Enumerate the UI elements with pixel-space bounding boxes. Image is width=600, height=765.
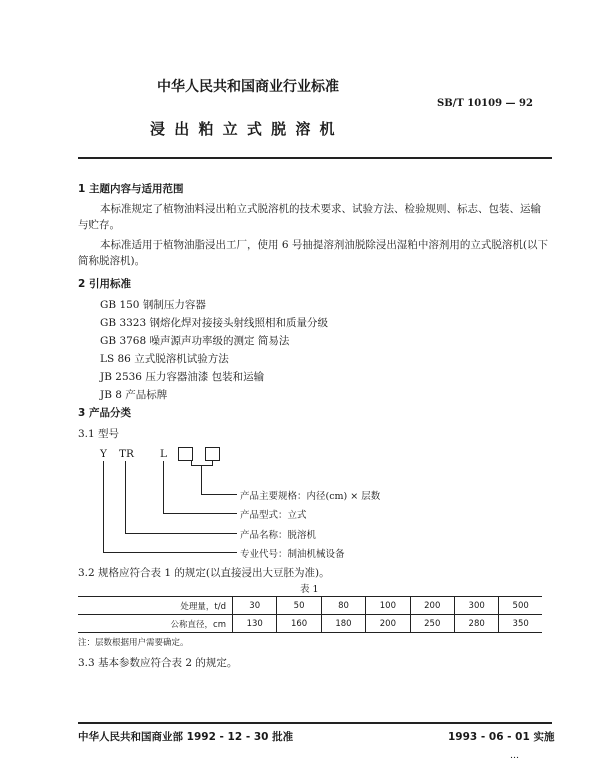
- diagram-line: [103, 461, 104, 553]
- diagram-line: [191, 465, 213, 466]
- diagram-line: [201, 494, 237, 495]
- diagram-line: [125, 533, 237, 534]
- table-note: 注：层数根据用户需要确定。: [78, 638, 189, 648]
- model-code-tr: TR: [119, 448, 134, 460]
- section-3-2-text: 3.2 规格应符合表 1 的规定(以直接浸出大豆胚为准)。: [78, 567, 330, 579]
- diagram-line: [163, 461, 164, 514]
- table-cell: 200: [366, 615, 410, 633]
- table-cell: 100: [366, 597, 410, 615]
- section-3-3-text: 3.3 基本参数应符合表 2 的规定。: [78, 657, 238, 669]
- table-row-label: 公称直径，cm: [78, 615, 233, 633]
- implementation-date: 1993 - 06 - 01 实施: [448, 731, 555, 743]
- header-rule: [78, 157, 552, 159]
- reference-item: JB 8 产品标牌: [100, 389, 168, 401]
- model-spec-box: [178, 447, 193, 461]
- table-cell: 500: [499, 597, 542, 615]
- approval-text: 中华人民共和国商业部 1992 - 12 - 30 批准: [78, 731, 294, 743]
- diagram-line: [103, 552, 237, 553]
- table-cell: 280: [454, 615, 498, 633]
- section-1-paragraph-1: 本标准规定了植物油料浸出粕立式脱溶机的技术要求、试验方法、检验规则、标志、包装、运输与贮存。: [78, 203, 541, 231]
- table-cell: 350: [499, 615, 542, 633]
- section-1-paragraph-2: 本标准适用于植物油脂浸出工厂，使用 6 号抽提溶剂油脱除浸出湿粕中溶剂用的立式脱溶机(以下简称脱溶机)。: [78, 239, 548, 267]
- model-label-name: 产品名称：脱溶机: [240, 530, 317, 541]
- table-row: [78, 615, 542, 633]
- diagram-line: [125, 461, 126, 534]
- reference-item: LS 86 立式脱溶机试验方法: [100, 353, 229, 365]
- reference-item: GB 3323 钢熔化焊对接接头射线照相和质量分级: [100, 317, 328, 329]
- table-caption: 表 1: [300, 584, 319, 595]
- table-cell: 250: [410, 615, 454, 633]
- model-spec-box: [205, 447, 220, 461]
- section-3-heading: 3 产品分类: [78, 407, 131, 419]
- footer-rule: [78, 722, 552, 724]
- standard-code: SB/T 10109 — 92: [437, 98, 533, 109]
- diagram-line: [201, 465, 202, 495]
- model-label-type: 产品型式：立式: [240, 510, 307, 521]
- section-1-heading: 1 主题内容与适用范围: [78, 183, 184, 195]
- table-row-label: 处理量，t/d: [78, 597, 233, 615]
- org-standard-title: 中华人民共和国商业行业标准: [157, 79, 339, 95]
- table-cell: 300: [454, 597, 498, 615]
- model-label-spec: 产品主要规格：内径(cm) × 层数: [240, 491, 381, 502]
- section-3-1-heading: 3.1 型号: [78, 428, 120, 440]
- section-2-heading: 2 引用标准: [78, 278, 131, 290]
- diagram-line: [163, 513, 237, 514]
- document-title: 浸 出 粕 立 式 脱 溶 机: [150, 120, 337, 138]
- page-ellipsis: ...: [510, 750, 520, 761]
- model-code-l: L: [160, 448, 167, 460]
- reference-item: JB 2536 压力容器油漆 包装和运输: [100, 371, 265, 383]
- table-cell: 30: [233, 597, 277, 615]
- model-label-code: 专业代号：制油机械设备: [240, 549, 345, 560]
- table-cell: 160: [277, 615, 321, 633]
- model-code-y: Y: [100, 448, 107, 460]
- reference-item: GB 3768 噪声源声功率级的测定 简易法: [100, 335, 290, 347]
- reference-item: GB 150 钢制压力容器: [100, 299, 206, 311]
- table-cell: 80: [321, 597, 365, 615]
- spec-table: [78, 596, 542, 633]
- table-cell: 50: [277, 597, 321, 615]
- table-cell: 130: [233, 615, 277, 633]
- table-cell: 180: [321, 615, 365, 633]
- table-row: [78, 597, 542, 615]
- table-cell: 200: [410, 597, 454, 615]
